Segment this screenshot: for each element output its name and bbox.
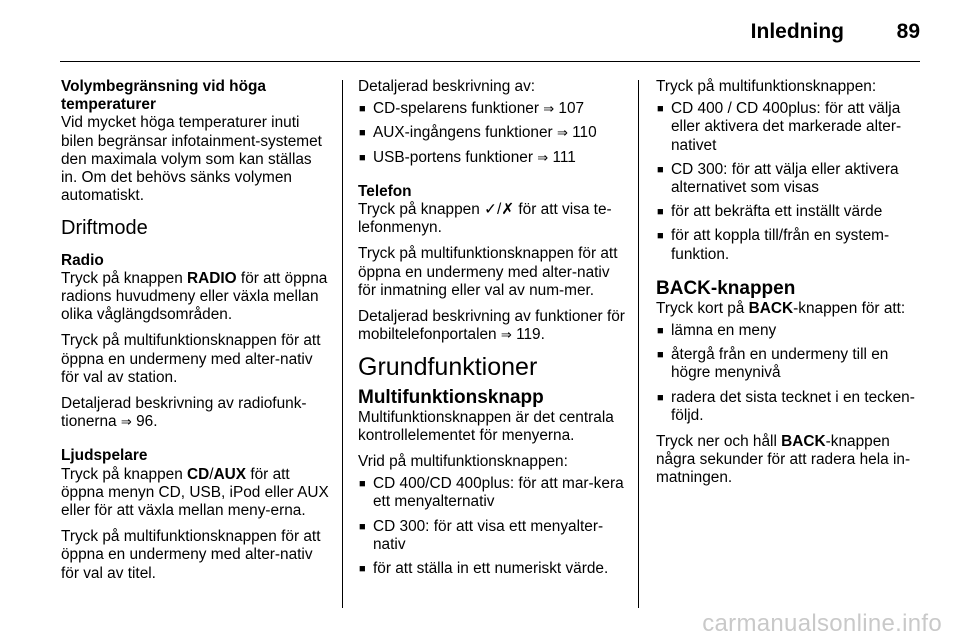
column-3 [656,78,928,496]
telefon-paragraph-2: Tryck på multifunktionsknappen för att öppna en undermeny med alter-nativ för inmatning eller val av num-mer. [358,245,618,299]
bullet-icon: ■ [359,151,366,164]
page-number: 89 [896,20,920,43]
multi-paragraph-1: Multifunktionsknappen är det centrala kontrollelementet för menyerna. [358,408,614,444]
list-item: ■ för att ställa in ett numeriskt värde. [359,560,609,578]
details-intro: Detaljerad beskrivning av: [358,78,536,95]
list-item: ■ radera det sista tecknet i en tecken-följd. [657,388,915,424]
list-item: ■ CD 400/CD 400plus: för att mar-kera ett menyalternativ [359,475,624,511]
bullet-icon: ■ [359,563,366,576]
multi-paragraph-2: Vrid på multifunktionsknappen: [358,453,568,471]
bullet-icon: ■ [657,103,664,116]
section-heading-volume-limit: Volymbegränsning vid höga temperaturer [61,78,266,114]
section-title-driftmode: Driftmode [61,217,148,240]
chapter-title-grundfunktioner: Grundfunktioner [358,353,538,382]
heading-back-knappen: BACK-knappen [656,277,796,299]
list-item: ■ AUX-ingångens funktioner ⇒ 110 [359,124,597,142]
page-reference-icon: ⇒ [537,149,549,165]
bullet-icon: ■ [359,478,366,491]
press-list [656,100,928,264]
bullet-icon: ■ [657,163,664,176]
bullet-icon: ■ [359,127,366,140]
heading-ljudspelare: Ljudspelare [61,447,148,465]
radio-paragraph-3: Detaljerad beskrivning av radiofunk-tionerna ⇒ 96. [61,395,307,431]
page-ref-radio[interactable]: 96. [136,413,158,431]
details-list [358,100,628,167]
telefon-paragraph-1: Tryck på knappen ✓/✗ för att visa te-lefonmenyn. [358,201,612,237]
heading-radio: Radio [61,251,104,269]
list-item: ■ CD-spelarens funktioner ⇒ 107 [359,100,585,118]
volume-limit-text: Vid mycket höga temperaturer inuti bilen begränsar infotainment-systemet den maximala volym som kan ställas in. Om det behövs sänks volymen automatiskt. [61,114,322,205]
multi-rotate-list [358,475,628,578]
page-reference-icon: ⇒ [500,327,512,343]
page-reference-icon: ⇒ [120,414,132,430]
column-2 [358,78,628,586]
cd-paragraph-2: Tryck på multifunktionsknappen för att öppna en undermeny med alter-nativ för val av titel. [61,528,321,582]
radio-paragraph-2: Tryck på multifunktionsknappen för att öppna en undermeny med alter-nativ för val av station. [61,332,321,386]
bullet-icon: ■ [359,103,366,116]
list-item: ■ återgå från en undermeny till en högre menynivå [657,346,889,382]
cd-paragraph-1: Tryck på knappen CD/AUX för att öppna menyn CD, USB, iPod eller AUX eller för att växla mellan meny-erna. [61,465,329,520]
bullet-icon: ■ [657,325,664,338]
list-item: ■ CD 300: för att visa ett menyalter-nativ [359,517,604,553]
list-item: ■ lämna en meny [657,322,777,340]
bullet-icon: ■ [657,206,664,219]
watermark: carmanualsonline.info [702,610,942,637]
list-item: ■ CD 400 / CD 400plus: för att välja eller aktivera det markerade alter-nativet [657,100,902,154]
radio-button-label: RADIO [187,269,237,287]
back-paragraph-2: Tryck ner och håll BACK-knappen några sekunder för att radera hela in-matningen. [656,433,911,487]
bullet-icon: ■ [657,391,664,404]
header-divider [60,61,920,62]
list-item: ■ för att koppla till/från en system-funktion. [657,227,890,263]
bullet-icon: ■ [657,349,664,362]
phone-icon: ✓/✗ [484,201,515,219]
list-item: ■ för att bekräfta ett inställt värde [657,203,883,221]
list-item: ■ USB-portens funktioner ⇒ 111 [359,148,576,166]
bullet-icon: ■ [657,230,664,243]
radio-paragraph-1: Tryck på knappen RADIO för att öppna radions huvudmeny eller växla mellan olika våglängdsområden. [61,269,328,324]
back-paragraph-1: Tryck kort på BACK-knappen för att: [656,299,906,317]
heading-telefon: Telefon [358,182,412,200]
column-1 [61,78,329,597]
page-title: Inledning [750,20,844,43]
page-reference-icon: ⇒ [543,101,555,117]
telefon-paragraph-3: Detaljerad beskrivning av funktioner för mobiltelefonportalen ⇒ 119. [358,308,625,344]
heading-multifunktionsknapp: Multifunktionsknapp [358,386,544,408]
list-item: ■ CD 300: för att välja eller aktivera alternativet som visas [657,160,899,197]
page-reference-icon: ⇒ [556,125,568,141]
back-list [656,322,928,425]
bullet-icon: ■ [359,520,366,533]
page-header [0,0,960,64]
press-intro: Tryck på multifunktionsknappen: [656,78,877,95]
column-divider-1 [342,80,343,608]
column-divider-2 [638,80,639,608]
